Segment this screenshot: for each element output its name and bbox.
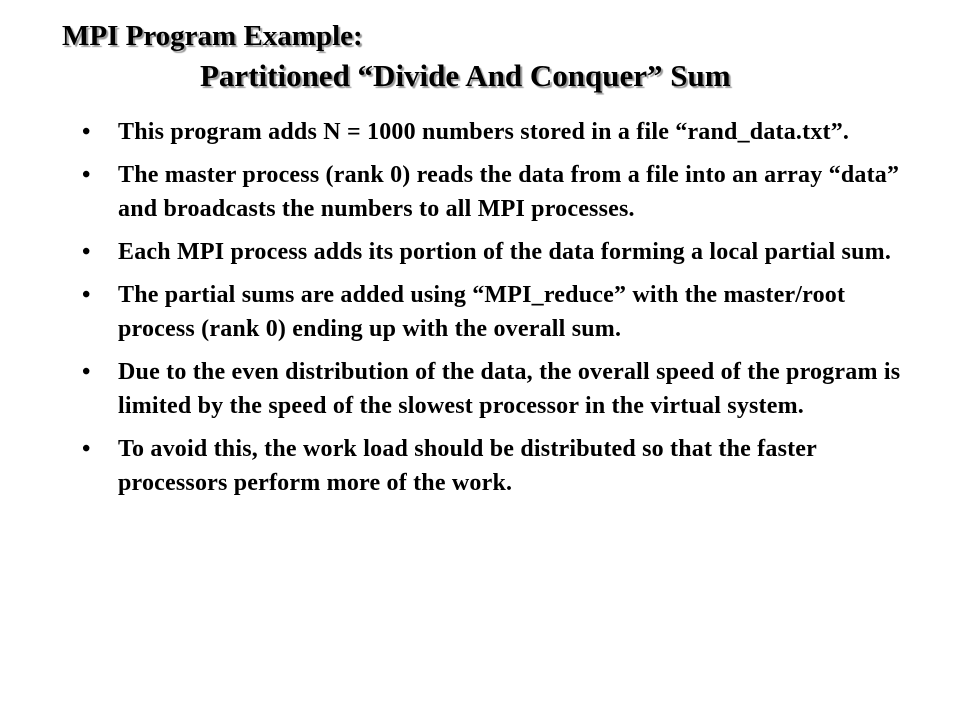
bullet-list: [80, 115, 910, 509]
bullet-text: Due to the even distribution of the data, the overall speed of the program is limited by the speed of the slowest processor in the virtual system.: [118, 359, 901, 419]
bullet-icon: •: [82, 282, 91, 308]
bullet-text: This program adds N = 1000 numbers stored in a file “rand_data.txt”.: [118, 119, 850, 145]
bullet-text: The partial sums are added using “MPI_reduce” with the master/root process (rank 0) ending up with the overall sum.: [118, 282, 846, 342]
slide-title-line-1: MPI Program Example:: [62, 20, 363, 52]
bullet-text: To avoid this, the work load should be distributed so that the faster processors perform more of the work.: [118, 436, 817, 496]
bullet-icon: •: [82, 436, 91, 462]
bullet-icon: •: [82, 119, 91, 145]
bullet-item: [80, 278, 910, 346]
slide-title-line-2: Partitioned “Divide And Conquer” Sum: [200, 58, 731, 93]
bullet-item: [80, 158, 910, 226]
bullet-item: [80, 355, 910, 423]
bullet-icon: •: [82, 239, 91, 265]
bullet-icon: •: [82, 359, 91, 385]
bullet-icon: •: [82, 162, 91, 188]
bullet-item: [80, 115, 910, 149]
bullet-text: The master process (rank 0) reads the data from a file into an array “data” and broadcasts the numbers to all MPI processes.: [118, 162, 900, 222]
bullet-text: Each MPI process adds its portion of the data forming a local partial sum.: [118, 239, 892, 265]
bullet-item: [80, 235, 910, 269]
bullet-item: [80, 432, 910, 500]
